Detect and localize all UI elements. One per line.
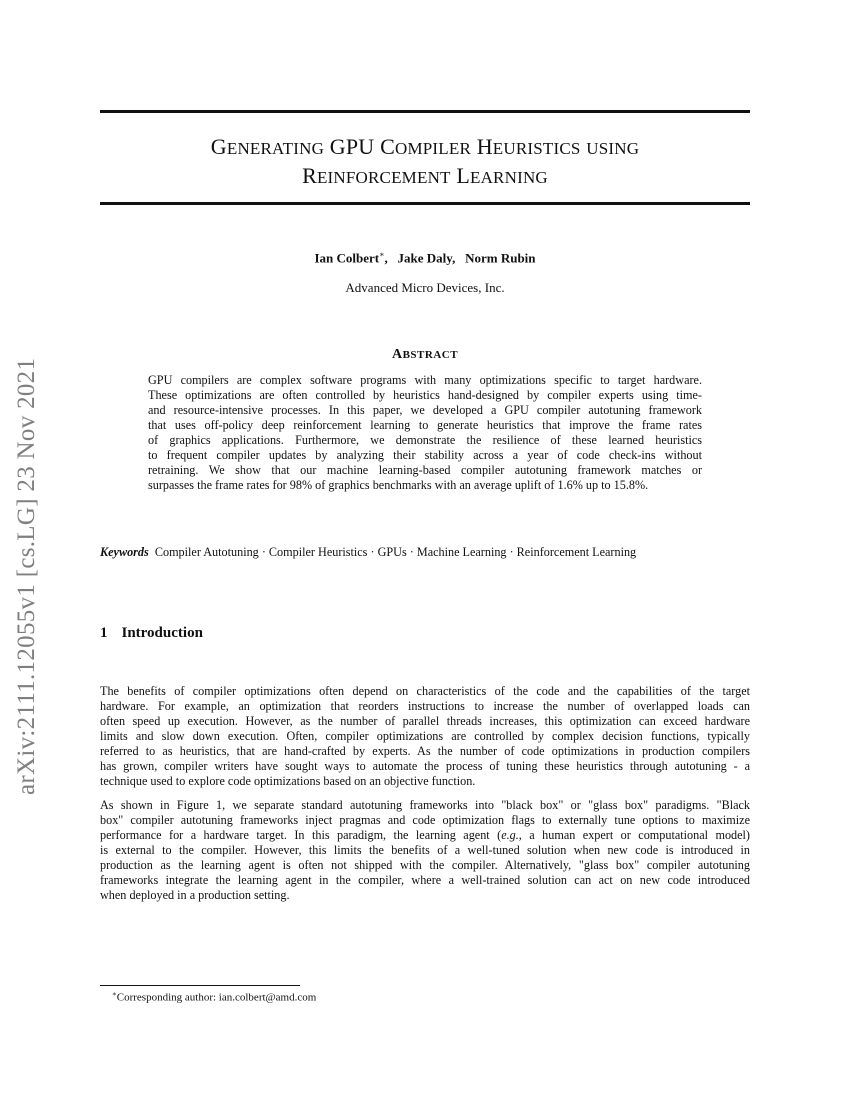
title-rule-bottom xyxy=(100,202,750,205)
intro-paragraph-1 xyxy=(100,684,750,789)
title-word: G xyxy=(210,134,227,159)
title-word: GPU xyxy=(329,134,375,159)
section-number: 1 xyxy=(100,625,108,641)
title-word: R xyxy=(302,163,317,188)
section-heading-introduction xyxy=(100,625,203,642)
arxiv-identifier: arXiv:2111.12055v1 [cs.LG] 23 Nov 2021 xyxy=(13,357,40,795)
paragraph-line: referred to as heuristics, that are hand-crafted by experts. As the number of code optimizations in production compilers xyxy=(100,744,750,758)
abstract-line: that uses off-policy deep reinforcement learning to generate heuristics that improve the frame rates xyxy=(148,418,702,432)
author-name: Norm Rubin xyxy=(465,250,536,266)
abstract-heading-cap: A xyxy=(391,347,403,362)
paragraph-line: The benefits of compiler optimizations often depend on characteristics of the code and the capabilities of the target xyxy=(100,684,750,698)
title-word: USING xyxy=(586,139,640,158)
paragraph-line xyxy=(100,828,750,843)
keywords xyxy=(100,545,750,560)
paragraph-line: has grown, compiler writers have sought ways to automate the process of tuning these heuristics through autotuning - a xyxy=(100,759,750,773)
title-word: H xyxy=(476,134,493,159)
abstract-heading-rest: BSTRACT xyxy=(402,349,459,361)
title-word: EINFORCEMENT xyxy=(316,168,451,187)
title-line-2 xyxy=(100,162,750,191)
author-list: Ian Colbert∗, Jake Daly, Norm Rubin xyxy=(314,250,536,266)
paragraph-line: is external to the compiler. However, this limits the benefits of a well-tuned solution when new code is introduced in xyxy=(100,843,750,857)
abstract-line: retraining. We show that our machine learning-based compiler autotuning framework matches or xyxy=(148,463,702,477)
abstract-line: of graphics applications. Furthermore, we demonstrate the resilience of these learned heuristics xyxy=(148,433,702,447)
paragraph-emphasis: e.g. xyxy=(501,828,519,842)
author-name: Jake Daly, xyxy=(397,250,456,266)
title-word: ENERATING xyxy=(226,139,325,158)
title-word: L xyxy=(456,163,470,188)
author-footnote-mark: ∗ xyxy=(379,250,385,259)
intro-paragraph-2 xyxy=(100,798,750,903)
paragraph-line: frameworks integrate the learning agent in the compiler, where a well-trained solution can act on new code introduced xyxy=(100,873,750,887)
paragraph-text: performance for a hardware target. In this paradigm, the learning agent ( xyxy=(100,828,502,842)
title-word: EARNING xyxy=(470,168,548,187)
title-word: OMPILER xyxy=(394,139,471,158)
footnote xyxy=(112,990,316,1004)
abstract-line: and resource-intensive processes. In this paper, we developed a GPU compiler autotuning framework xyxy=(148,403,702,417)
affiliation: Advanced Micro Devices, Inc. xyxy=(345,280,505,295)
paragraph-line: hardware. For example, an optimization that reorders instructions to increase the number of overlapped loads can xyxy=(100,699,750,713)
paragraph-line: technique used to explore code optimizations based on an objective function. xyxy=(100,774,476,788)
keywords-label: Keywords xyxy=(100,545,149,559)
footnote-text: Corresponding author: ian.colbert@amd.com xyxy=(116,991,317,1004)
author-name: Ian Colbert xyxy=(314,250,380,266)
title-rule-top xyxy=(100,110,750,113)
footnote-mark: ∗ xyxy=(112,990,117,998)
title-word: EURISTICS xyxy=(492,139,581,158)
abstract-heading xyxy=(100,346,750,363)
section-title: Introduction xyxy=(121,625,203,641)
abstract-line: GPU compilers are complex software programs with many optimizations specific to target hardware. xyxy=(148,373,702,387)
abstract-line: to frequent compiler updates by analyzing their stability across a year of code check-ins without xyxy=(148,448,702,462)
title-line-1 xyxy=(100,133,750,162)
paragraph-line: often speed up execution. However, as the number of parallel threads increases, this optimization can exceed hardware xyxy=(100,714,750,728)
paragraph-line: production as the learning agent is often not shipped with the compiler. Alternatively, "glass box" compiler autotuning xyxy=(100,858,750,872)
keywords-text: Compiler Autotuning · Compiler Heuristics · GPUs · Machine Learning · Reinforcement Learning xyxy=(154,545,637,559)
paper-title xyxy=(100,133,750,191)
title-word: C xyxy=(380,134,395,159)
paragraph-line: when deployed in a production setting. xyxy=(100,888,290,902)
footnote-rule xyxy=(100,985,300,986)
abstract-line: These optimizations are often controlled by heuristics hand-designed by compiler experts using time- xyxy=(148,388,702,402)
abstract-text xyxy=(148,373,702,493)
paragraph-line: As shown in Figure 1, we separate standard autotuning frameworks into "black box" or "glass box" paradigms. "Black xyxy=(100,798,750,812)
paragraph-line: box" compiler autotuning frameworks inject pragmas and code optimization flags to externally tune options to maximize xyxy=(100,813,750,827)
paragraph-text: , a human expert or computational model) xyxy=(518,828,750,842)
paragraph-line: limits and slow down execution. Often, compiler optimizations are controlled by complex decision functions, typically xyxy=(100,729,750,743)
abstract-line: surpasses the frame rates for 98% of graphics benchmarks with an average uplift of 1.6% up to 15.8%. xyxy=(148,478,649,492)
